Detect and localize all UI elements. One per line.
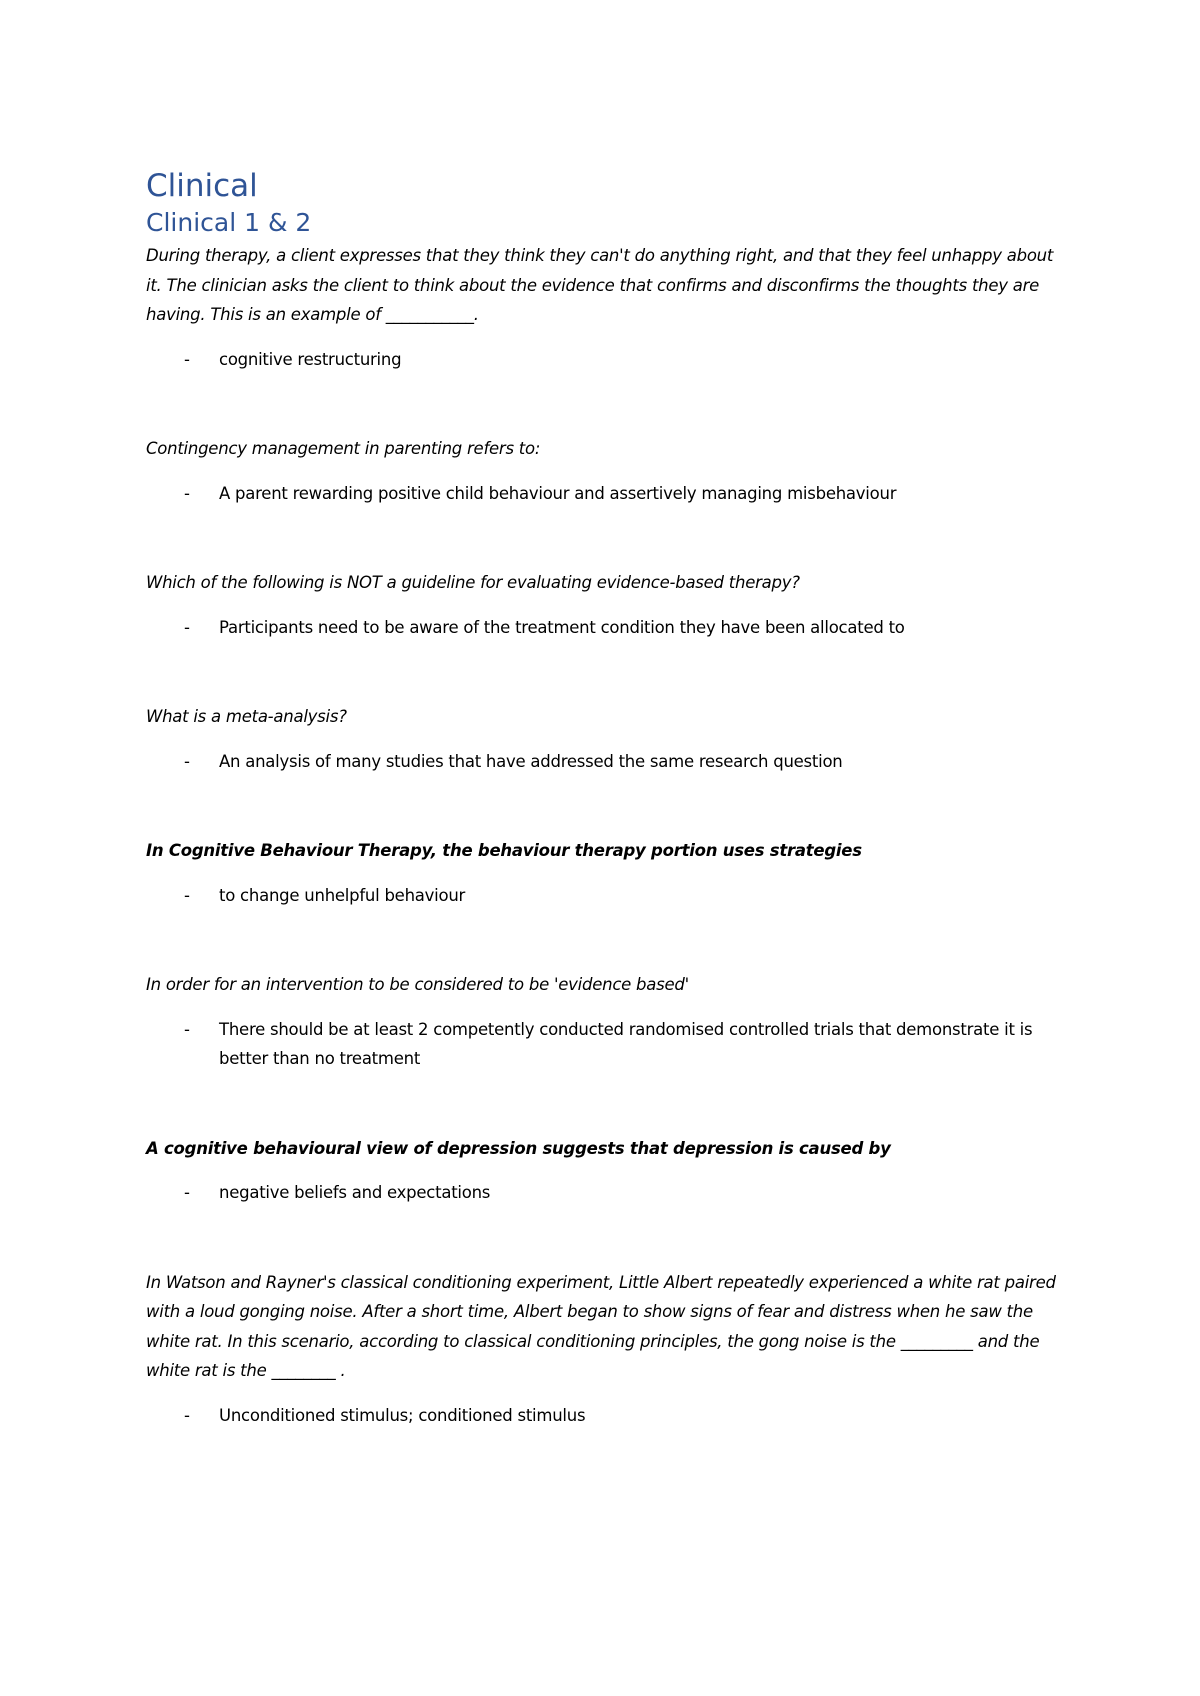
list-dash: - — [184, 885, 190, 905]
question-text: Which of the following is NOT a guideline for evaluating evidence-based therapy? — [146, 573, 800, 592]
qa-item-4 — [146, 702, 1066, 776]
answer-label: negative beliefs and expectations — [219, 1183, 491, 1202]
answer-label: Participants need to be aware of the treatment condition they have been allocated to — [219, 617, 905, 637]
answer-label: A parent rewarding positive child behaviour and assertively managing misbehaviour — [219, 483, 897, 503]
question-text: What is a meta-analysis? — [146, 707, 347, 726]
list-dash: - — [184, 617, 190, 637]
qa-item-8 — [146, 1268, 1066, 1431]
answer-text — [146, 613, 1066, 643]
list-dash: - — [184, 483, 190, 503]
question-text: In Cognitive Behaviour Therapy, the behaviour therapy portion uses strategies — [146, 841, 862, 860]
answer-label: Unconditioned stimulus; conditioned stimulus — [219, 1405, 586, 1425]
document-page — [146, 166, 1066, 1490]
list-dash: - — [184, 751, 190, 771]
qa-item-6 — [146, 970, 1066, 1074]
answer-text — [146, 1401, 1066, 1431]
qa-item-3 — [146, 568, 1066, 642]
list-dash: - — [184, 1405, 190, 1425]
list-dash: - — [184, 1183, 190, 1202]
qa-item-7 — [146, 1134, 1066, 1208]
answer-text — [146, 1178, 1066, 1208]
answer-text — [146, 747, 1066, 777]
qa-item-2 — [146, 434, 1066, 508]
question-text: A cognitive behavioural view of depression suggests that depression is caused by — [146, 1138, 891, 1158]
question-text: Contingency management in parenting refers to: — [146, 439, 541, 458]
question-text: During therapy, a client expresses that they think they can't do anything right, and that they feel unhappy about it. The clinician asks the client to think about the evidence that confirms and disconfirms the thoughts they are having. This is an example of ___________. — [146, 246, 1054, 324]
answer-label: An analysis of many studies that have addressed the same research question — [219, 751, 843, 771]
qa-item-1 — [146, 241, 1066, 374]
answer-text — [146, 1015, 1066, 1074]
answer-label: cognitive restructuring — [219, 349, 402, 369]
document-title: Clinical — [146, 168, 258, 204]
answer-text — [146, 881, 1066, 911]
section-heading: Clinical 1 & 2 — [146, 208, 312, 237]
answer-label: to change unhelpful behaviour — [219, 885, 466, 905]
list-dash: - — [184, 349, 190, 369]
question-text: In order for an intervention to be considered to be 'evidence based' — [146, 975, 689, 994]
answer-label: There should be at least 2 competently conducted randomised controlled trials that demonstrate it is better than no treatment — [219, 1019, 1033, 1068]
answer-text — [146, 479, 1066, 509]
answer-text — [146, 345, 1066, 375]
question-text: In Watson and Rayner's classical conditioning experiment, Little Albert repeatedly experienced a white rat paired with a loud gonging noise. After a short time, Albert began to show signs of fear and distress when he saw the white rat. In this scenario, according to classical conditioning principles, the gong noise is the _________ and the white rat is the ________ . — [146, 1272, 1056, 1380]
list-dash: - — [184, 1019, 190, 1039]
qa-item-5 — [146, 836, 1066, 910]
